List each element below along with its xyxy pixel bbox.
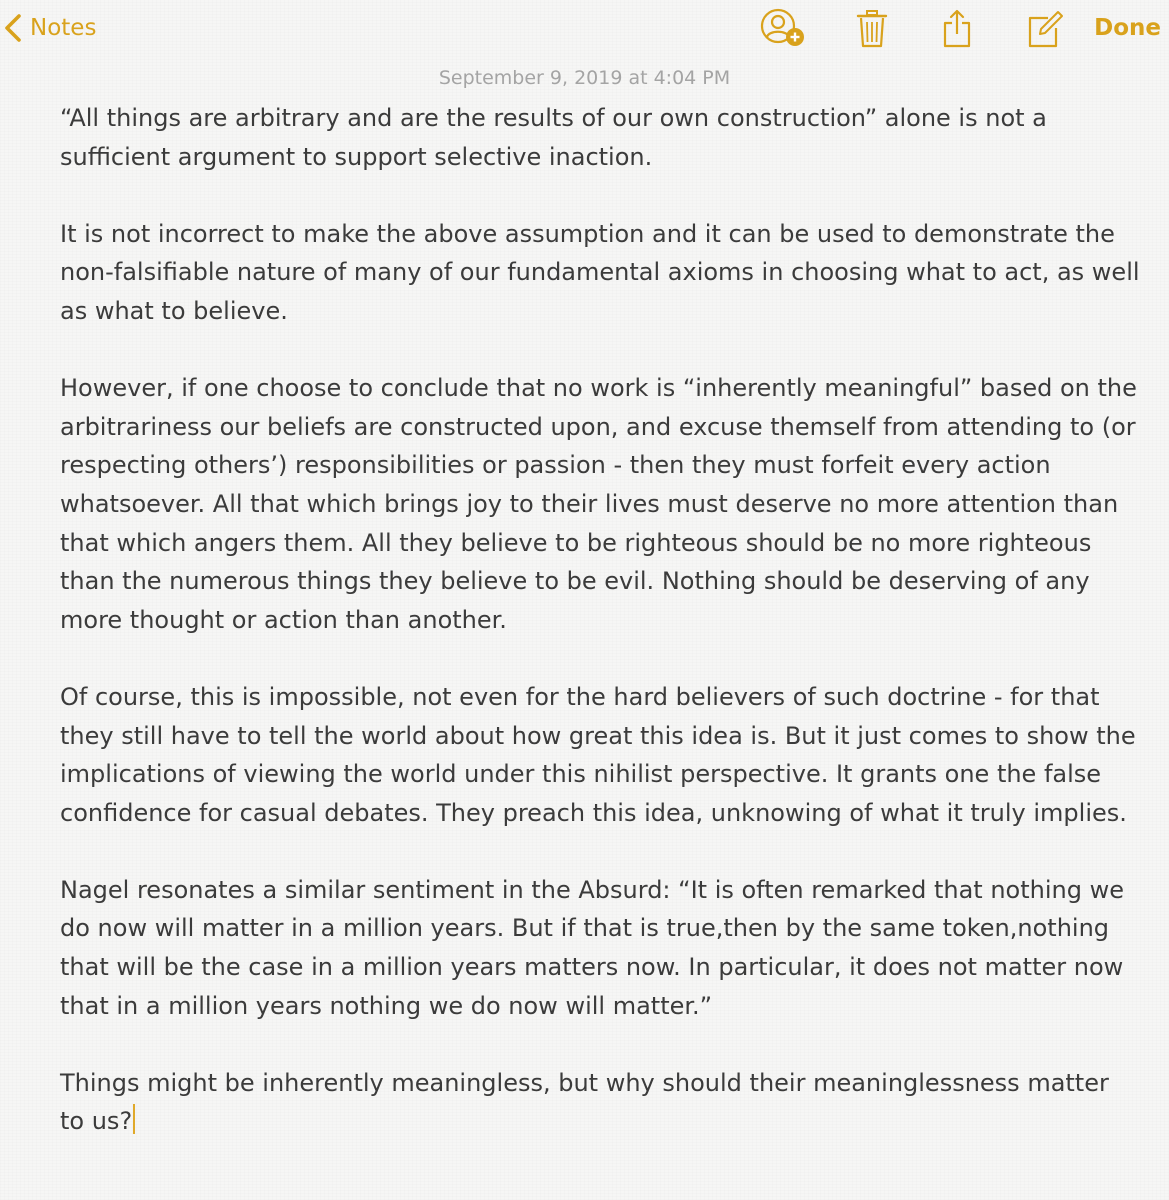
- note-paragraph-3: However, if one choose to conclude that no work is “inherently meaningful” based on the arbitrariness our beliefs are constructed upon, and excuse themself from attending to (or respecting others’) responsibilities or passion - then they must forfeit every action whatsoever. All that which brings joy to their lives must deserve no more attention than that which angers them. All they believe to be righteous should be no more righteous than the numerous things they believe to be evil. Nothing should be deserving of any more thought or action than another.: [60, 374, 1137, 634]
- share-button[interactable]: [940, 8, 974, 50]
- note-paragraph-2: It is not incorrect to make the above assumption and it can be used to demonstrate the non-falsifiable nature of many of our fundamental axioms in choosing what to act, as well as what to believe.: [60, 219, 1140, 325]
- back-button[interactable]: [2, 10, 96, 46]
- trash-icon: [855, 8, 889, 50]
- add-people-button[interactable]: [758, 8, 810, 50]
- chevron-left-icon: [2, 10, 26, 46]
- compose-icon: [1026, 8, 1064, 50]
- note-paragraph-1: “All things are arbitrary and are the results of our own construction” alone is not a sufficient argument to support selective inaction.: [60, 104, 1047, 171]
- text-cursor: [133, 1104, 135, 1134]
- compose-button[interactable]: [1026, 8, 1064, 50]
- add-people-icon: [758, 8, 810, 50]
- done-button[interactable]: Done: [1094, 15, 1161, 41]
- note-paragraph-6: [60, 1064, 1140, 1141]
- note-text-editor[interactable]: [60, 99, 1140, 1141]
- delete-button[interactable]: [855, 8, 889, 50]
- note-paragraph-5: Nagel resonates a similar sentiment in the Absurd: “It is often remarked that nothing we do now will matter in a million years. But if that is true,then by the same token,nothing that will be the case in a million years matters now. In particular, it does not matter now that in a million years nothing we do now will matter.”: [60, 875, 1124, 1020]
- note-paragraph-4: Of course, this is impossible, not even for the hard believers of such doctrine - for that they still have to tell the world about how great this idea is. But it just comes to show the implications of viewing the world under this nihilist perspective. It grants one the false confidence for casual debates. They preach this idea, unknowing of what it truly implies.: [60, 682, 1136, 827]
- back-button-label: Notes: [30, 15, 97, 41]
- share-icon: [940, 8, 974, 50]
- note-paragraph-6-text: Things might be inherently meaningless, but why should their meaninglessness matter to us?: [60, 1068, 1109, 1136]
- navigation-bar: [0, 0, 1169, 60]
- note-timestamp: September 9, 2019 at 4:04 PM: [438, 67, 731, 89]
